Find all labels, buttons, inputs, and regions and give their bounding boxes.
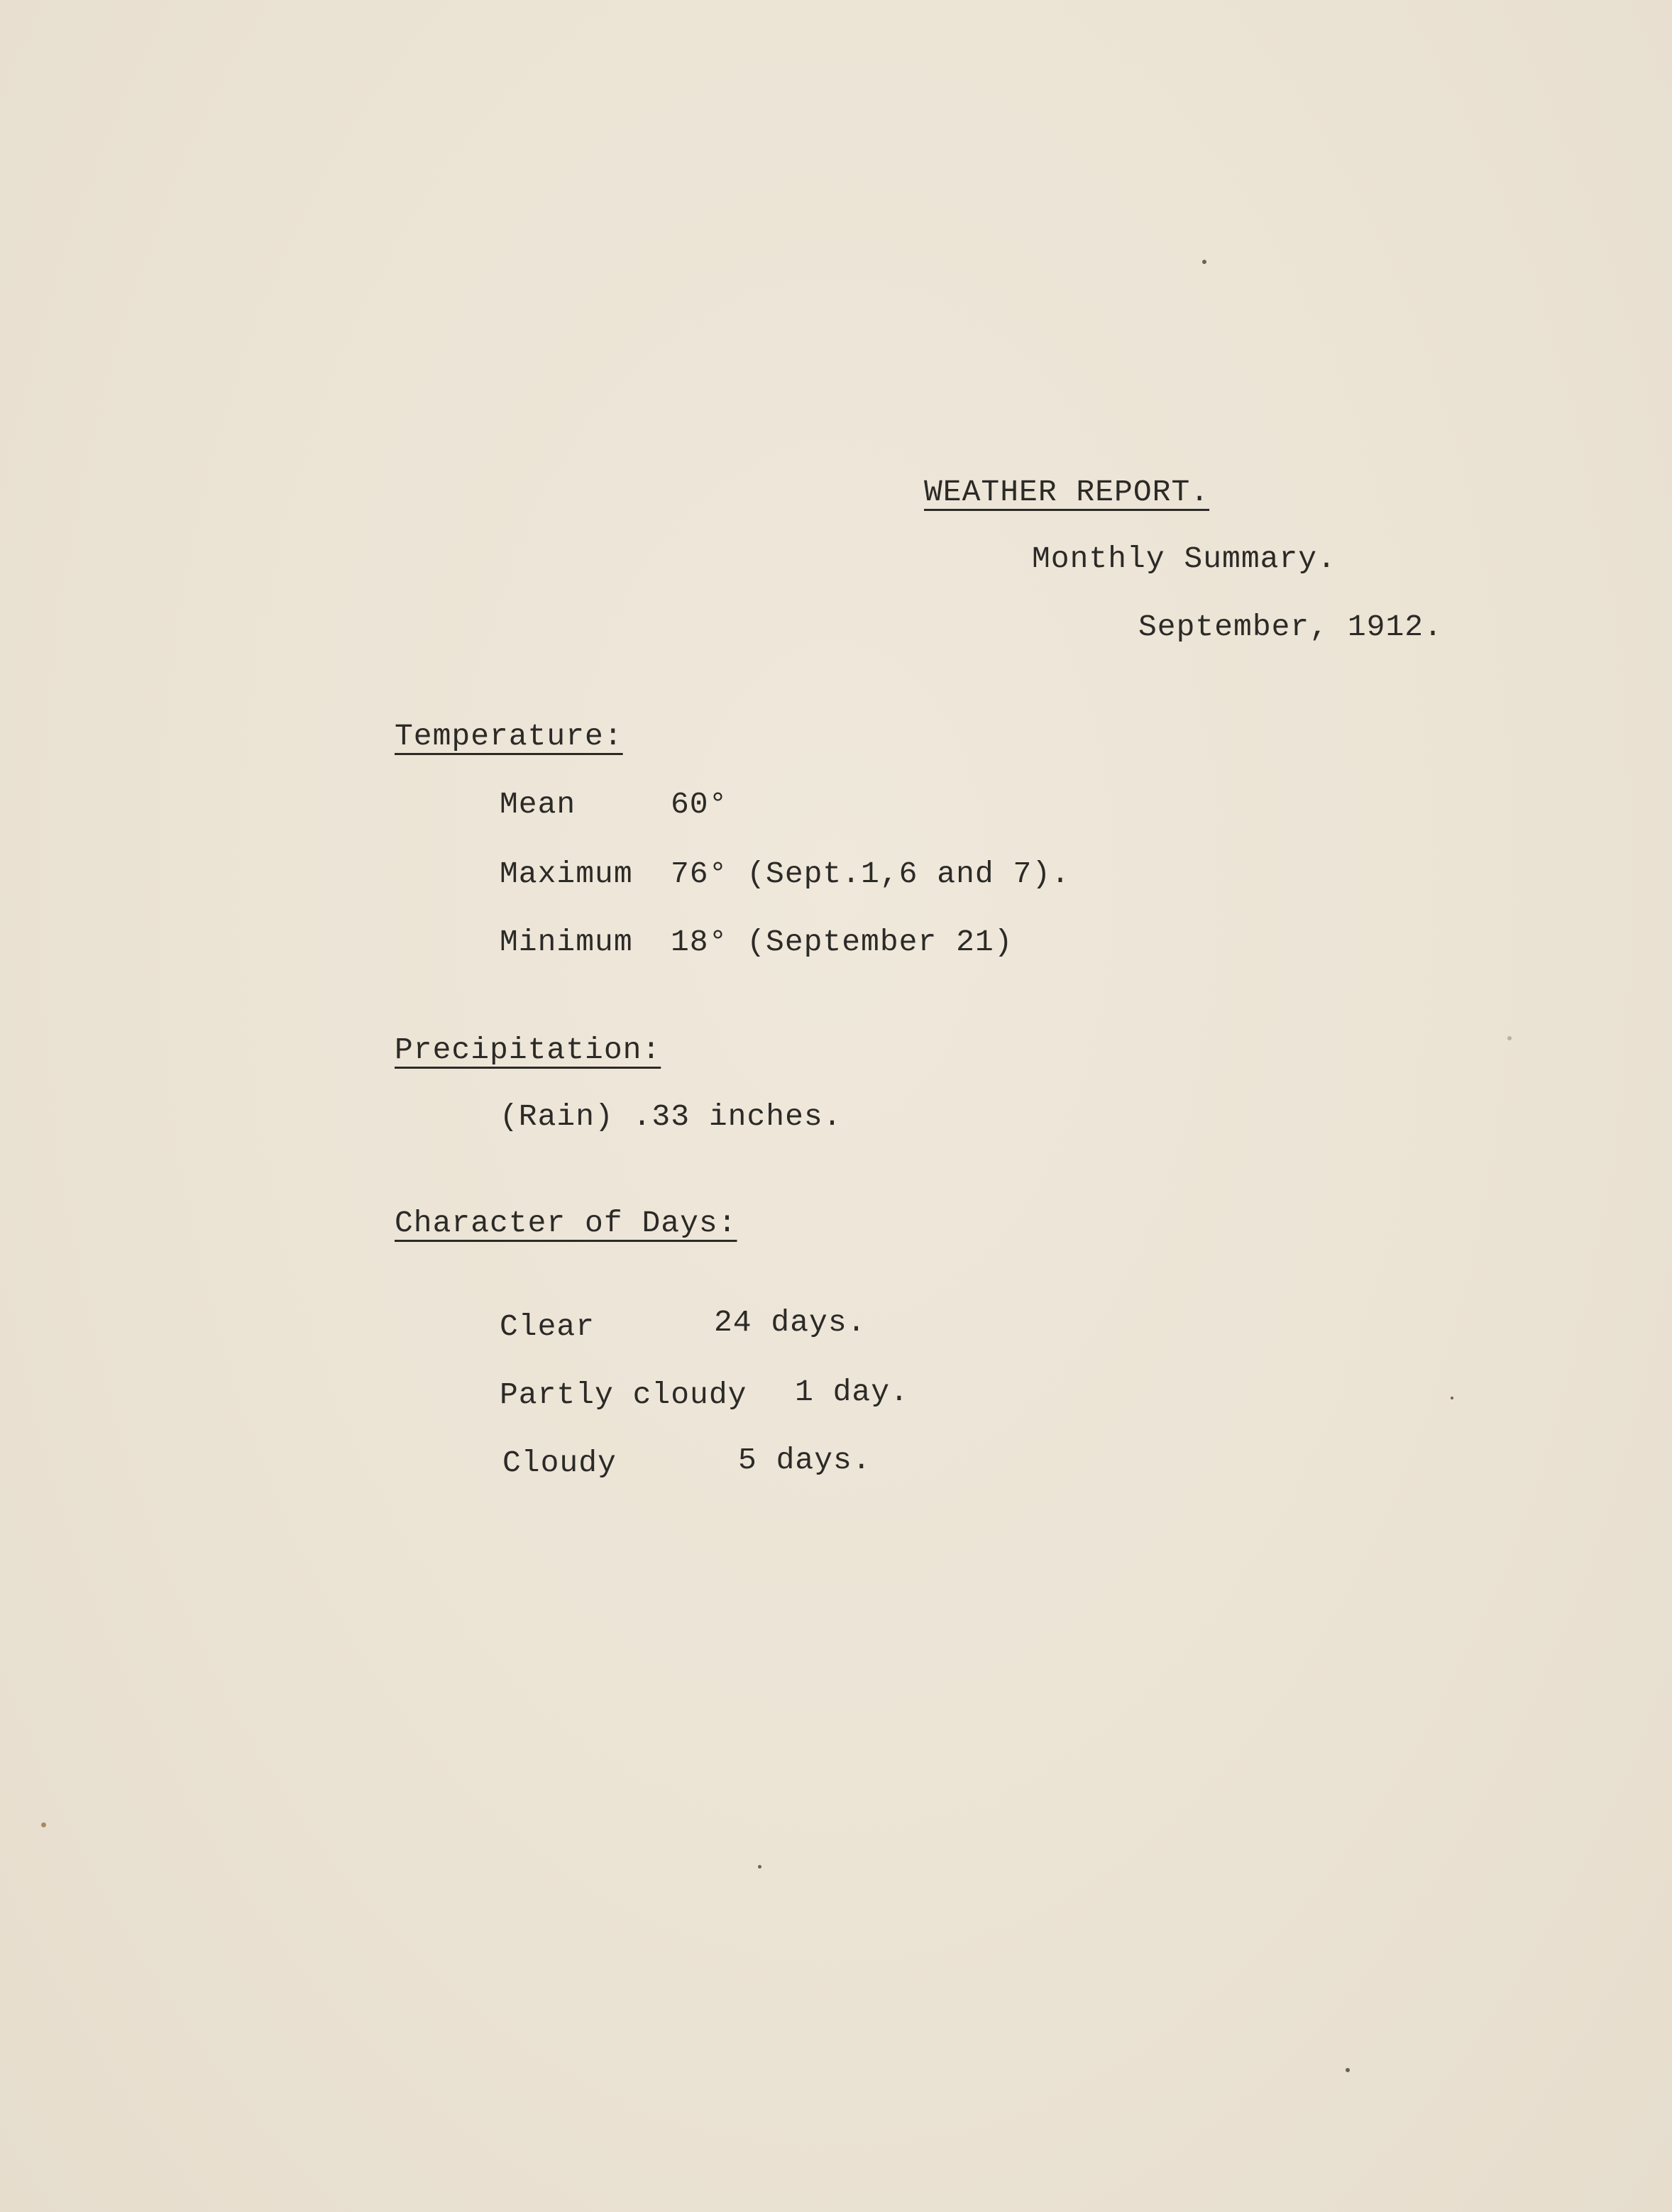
- temperature-maximum-label: Maximum: [500, 857, 633, 891]
- paper-speck: [41, 1822, 46, 1827]
- temperature-minimum-label: Minimum: [500, 925, 633, 959]
- days-partly-cloudy-label: Partly cloudy: [500, 1377, 747, 1412]
- report-subtitle: Monthly Summary.: [1032, 541, 1336, 576]
- precipitation-heading: Precipitation:: [395, 1033, 661, 1067]
- days-partly-cloudy-value: 1 day.: [795, 1375, 909, 1409]
- temperature-heading: Temperature:: [395, 719, 623, 754]
- paper-speck: [1507, 1036, 1512, 1040]
- precipitation-text: (Rain) .33 inches.: [500, 1099, 842, 1134]
- paper-speck: [1202, 260, 1206, 264]
- days-cloudy-value: 5 days.: [738, 1443, 871, 1478]
- paper-speck: [1451, 1397, 1453, 1399]
- temperature-maximum-value: 76° (Sept.1,6 and 7).: [671, 857, 1070, 891]
- report-date: September, 1912.: [1138, 610, 1443, 644]
- days-cloudy-label: Cloudy: [502, 1446, 617, 1480]
- paper-speck: [758, 1865, 761, 1869]
- temperature-mean-value: 60°: [671, 787, 728, 822]
- days-clear-label: Clear: [500, 1309, 595, 1344]
- report-title: WEATHER REPORT.: [924, 475, 1210, 510]
- character-of-days-heading: Character of Days:: [395, 1206, 737, 1240]
- temperature-minimum-value: 18° (September 21): [671, 925, 1013, 959]
- temperature-mean-label: Mean: [500, 787, 576, 822]
- days-clear-value: 24 days.: [714, 1305, 867, 1340]
- paper-speck: [1346, 2068, 1350, 2072]
